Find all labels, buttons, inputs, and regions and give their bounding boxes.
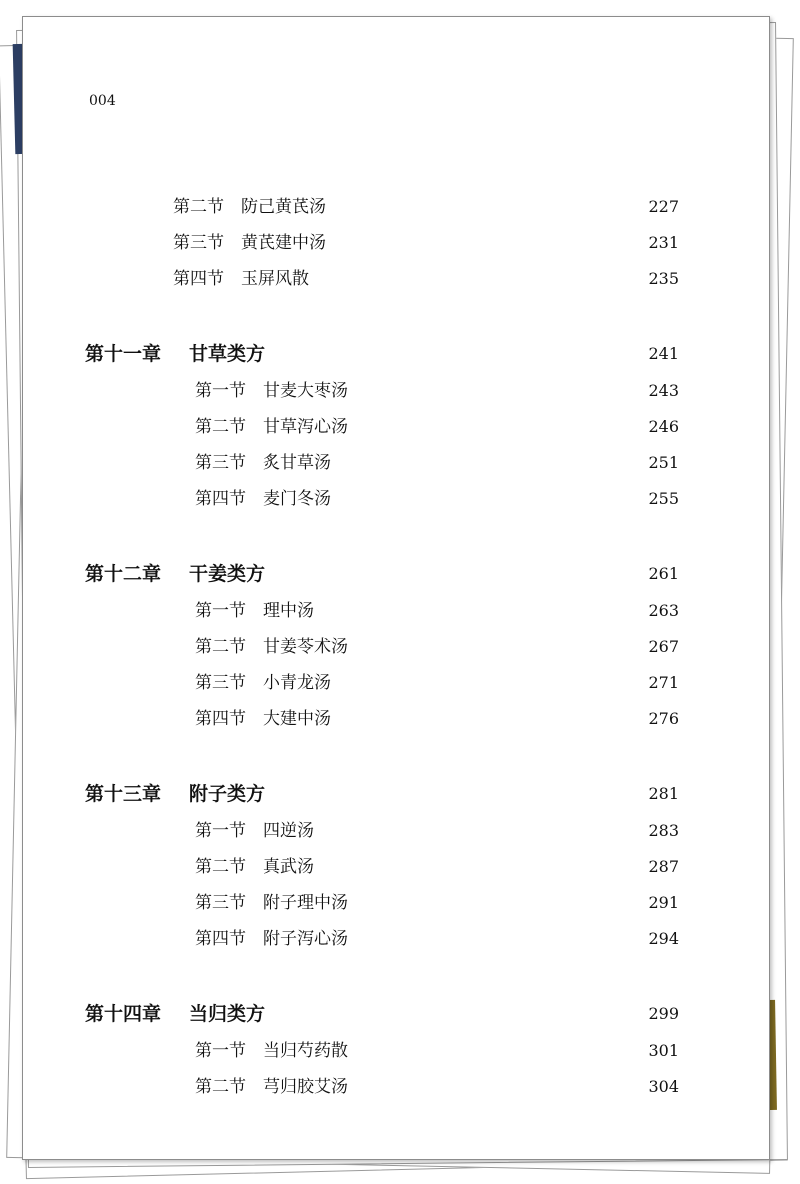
section-title: 第四节 大建中汤 — [195, 709, 331, 729]
toc-chapter-row[interactable] — [23, 782, 769, 806]
section-page: 304 — [648, 1077, 679, 1096]
toc-section-row[interactable] — [23, 379, 769, 403]
chapter-number: 第十三章 — [85, 783, 162, 805]
section-page: 287 — [648, 857, 679, 876]
section-title: 第四节 麦门冬汤 — [195, 489, 331, 509]
toc-section-row[interactable] — [23, 487, 769, 511]
section-title: 第一节 理中汤 — [195, 601, 314, 621]
toc-section-row[interactable] — [23, 267, 769, 291]
page-number: 004 — [89, 93, 116, 109]
section-page: 294 — [648, 929, 679, 948]
section-page: 291 — [648, 893, 679, 912]
section-page: 246 — [648, 417, 679, 436]
chapter-page: 299 — [648, 1004, 679, 1023]
section-title: 第一节 当归芍药散 — [195, 1041, 348, 1061]
section-title: 第三节 小青龙汤 — [195, 673, 331, 693]
toc-page — [22, 16, 770, 1160]
chapter-title: 当归类方 — [189, 1003, 266, 1025]
toc-chapter-row[interactable] — [23, 562, 769, 586]
section-page: 267 — [648, 637, 679, 656]
section-page: 263 — [648, 601, 679, 620]
toc-section-row[interactable] — [23, 195, 769, 219]
section-title: 第二节 甘姜苓术汤 — [195, 637, 348, 657]
toc-section-row[interactable] — [23, 415, 769, 439]
section-title: 第三节 黄芪建中汤 — [173, 233, 326, 253]
toc-section-row[interactable] — [23, 599, 769, 623]
section-title: 第四节 玉屏风散 — [173, 269, 309, 289]
chapter-number: 第十四章 — [85, 1003, 162, 1025]
section-page: 231 — [648, 233, 679, 252]
section-page: 243 — [648, 381, 679, 400]
section-page: 301 — [648, 1041, 679, 1060]
toc-section-row[interactable] — [23, 927, 769, 951]
section-title: 第二节 芎归胶艾汤 — [195, 1077, 348, 1097]
toc-chapter-row[interactable] — [23, 342, 769, 366]
toc-section-row[interactable] — [23, 855, 769, 879]
section-title: 第二节 真武汤 — [195, 857, 314, 877]
section-page: 276 — [648, 709, 679, 728]
chapter-title: 甘草类方 — [189, 343, 266, 365]
section-title: 第三节 炙甘草汤 — [195, 453, 331, 473]
section-page: 283 — [648, 821, 679, 840]
chapter-page: 241 — [648, 344, 679, 363]
toc-section-row[interactable] — [23, 1075, 769, 1099]
toc-section-row[interactable] — [23, 635, 769, 659]
chapter-number: 第十二章 — [85, 563, 162, 585]
toc-section-row[interactable] — [23, 231, 769, 255]
section-page: 227 — [648, 197, 679, 216]
chapter-page: 281 — [648, 784, 679, 803]
toc-section-row[interactable] — [23, 1039, 769, 1063]
chapter-number: 第十一章 — [85, 343, 162, 365]
section-page: 235 — [648, 269, 679, 288]
section-page: 255 — [648, 489, 679, 508]
section-title: 第一节 甘麦大枣汤 — [195, 381, 348, 401]
toc-section-row[interactable] — [23, 451, 769, 475]
section-page: 271 — [648, 673, 679, 692]
section-title: 第二节 甘草泻心汤 — [195, 417, 348, 437]
toc-section-row[interactable] — [23, 819, 769, 843]
section-title: 第四节 附子泻心汤 — [195, 929, 348, 949]
section-page: 251 — [648, 453, 679, 472]
toc-chapter-row[interactable] — [23, 1002, 769, 1026]
section-title: 第三节 附子理中汤 — [195, 893, 348, 913]
toc-section-row[interactable] — [23, 671, 769, 695]
chapter-title: 附子类方 — [189, 783, 266, 805]
chapter-title: 干姜类方 — [189, 563, 266, 585]
chapter-page: 261 — [648, 564, 679, 583]
section-title: 第一节 四逆汤 — [195, 821, 314, 841]
section-title: 第二节 防己黄芪汤 — [173, 197, 326, 217]
toc-section-row[interactable] — [23, 707, 769, 731]
toc-section-row[interactable] — [23, 891, 769, 915]
